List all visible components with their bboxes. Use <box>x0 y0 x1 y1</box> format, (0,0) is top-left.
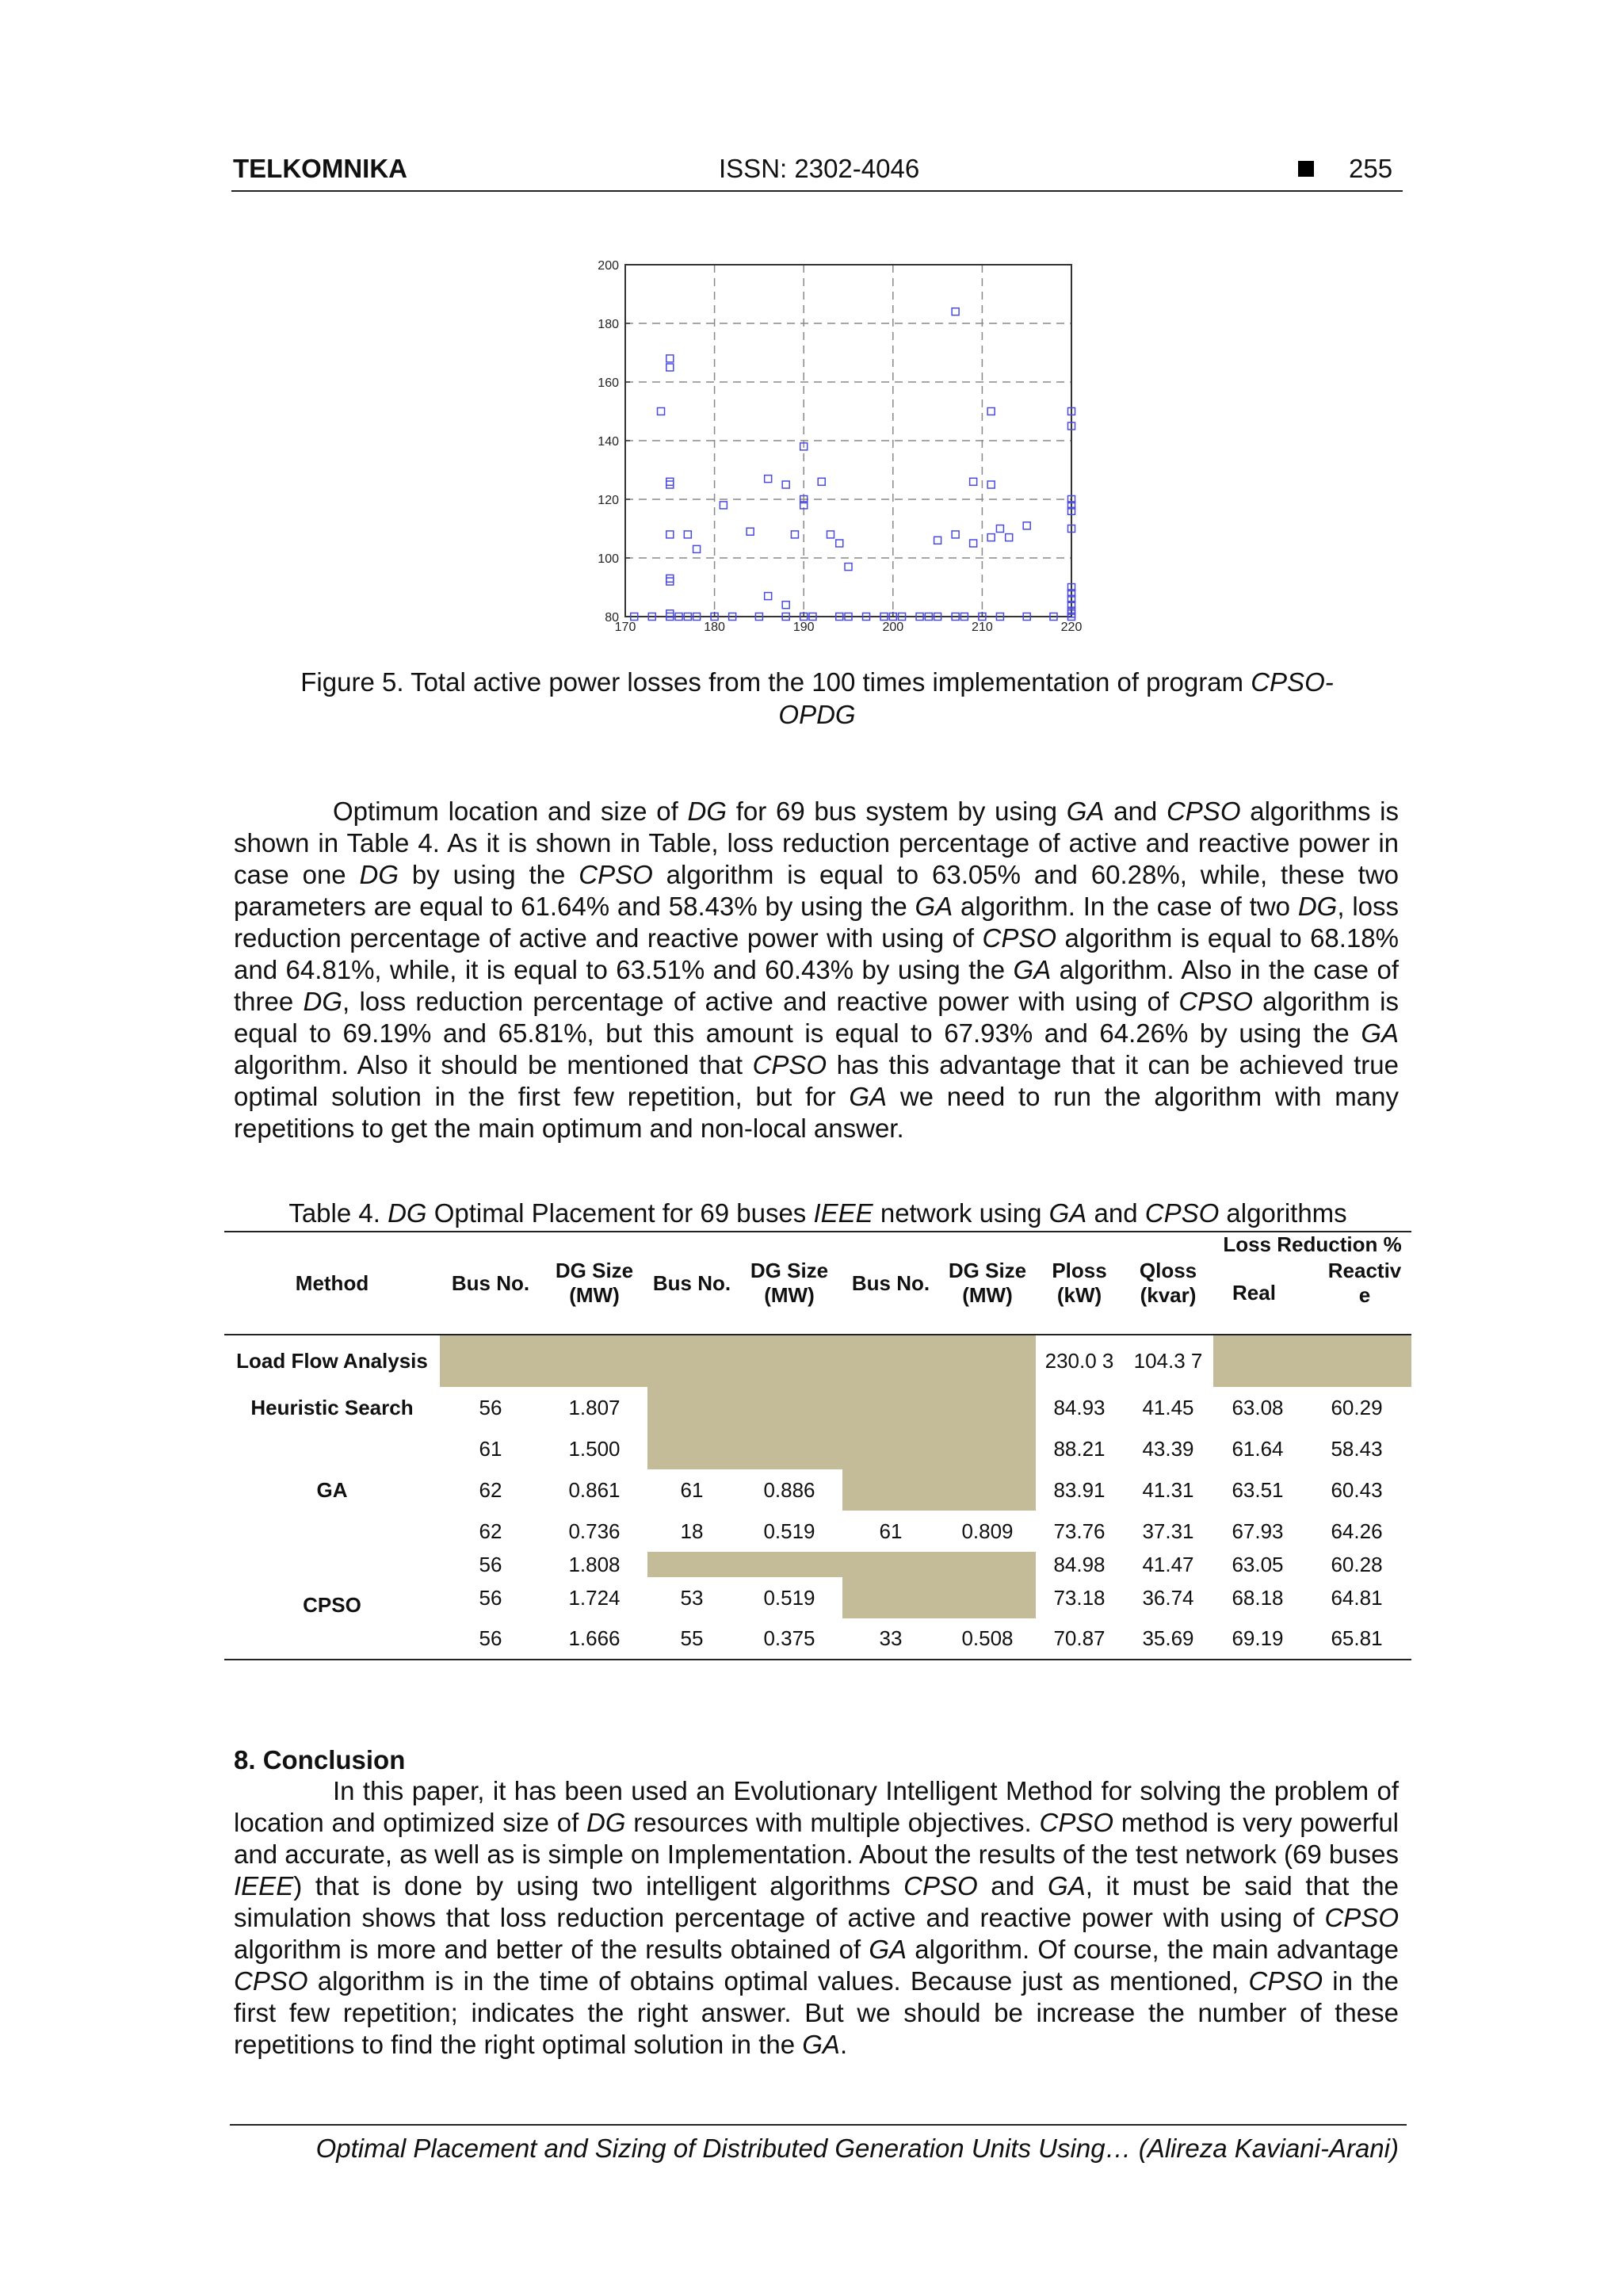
data-point <box>720 502 727 509</box>
x-tick-label: 170 <box>614 621 636 634</box>
y-tick-label: 180 <box>598 318 619 331</box>
data-point <box>747 528 754 535</box>
header-bus-1: Bus No. <box>451 1270 530 1295</box>
y-tick-label: 160 <box>598 376 619 390</box>
figure-caption-program-cont: OPDG <box>778 700 856 729</box>
y-tick-label: 80 <box>605 611 619 625</box>
header-loss-reduction-label: Loss Reduction % <box>1223 1232 1402 1256</box>
data-point <box>987 534 995 541</box>
data-point <box>666 364 674 371</box>
data-point <box>987 408 995 415</box>
shaded-cell <box>842 1469 1036 1511</box>
table-row: GA 61 1.500 88.21 43.39 61.64 58.43 <box>224 1428 1411 1469</box>
method-cell: GA <box>316 1477 348 1502</box>
method-cell: CPSO <box>303 1593 361 1617</box>
data-point <box>827 531 834 538</box>
data-point <box>693 545 701 552</box>
data-point <box>666 578 674 585</box>
shaded-cell <box>440 1335 1036 1387</box>
data-point <box>970 540 977 547</box>
data-point <box>658 408 665 415</box>
data-point <box>765 593 772 600</box>
header-loss-reduction <box>1213 1232 1411 1335</box>
x-tick-label: 200 <box>882 621 904 634</box>
y-tick-label: 140 <box>598 435 619 449</box>
header-reactive: Reactiv e <box>1327 1259 1402 1307</box>
figure-caption-text: Figure 5. Total active power losses from the 100 times implementation of program <box>300 667 1251 697</box>
table-row: 56 1.724 53 0.519 73.18 36.74 68.18 64.81 <box>224 1577 1411 1618</box>
data-point <box>666 355 674 362</box>
results-table <box>224 1231 1411 1660</box>
data-point <box>818 478 825 485</box>
table-row: 56 1.666 55 0.375 33 0.508 70.87 35.69 69.19 65.81 <box>224 1618 1411 1660</box>
x-tick-label: 180 <box>704 621 725 634</box>
data-point <box>996 525 1003 533</box>
method-cell: Heuristic Search <box>250 1395 414 1419</box>
data-point <box>1023 522 1030 529</box>
header-method: Method <box>295 1270 369 1295</box>
data-point <box>952 308 959 315</box>
table-row <box>224 1335 1411 1387</box>
data-point <box>970 478 977 485</box>
conclusion-paragraph: In this paper, it has been used an Evolutionary Intelligent Method for solving the problem of location and optimized size of DG resources with multiple objectives. CPSO method is very powerful and accurate, as well as is simple on Implementation. About the results of the test network (69 buses IEEE) that is done by using two intelligent algorithms CPSO and GA, it must be said that the simulation shows that loss reduction percentage of active and reactive power with using of CPSO algorithm is more and better of the results obtained of GA algorithm. Of course, the main advantage CPSO algorithm is in the time of obtains optimal values. Because just as mentioned, CPSO in the first few repetition; indicates the right answer. But we should be increase the number of these repetitions to find the right optimal solution in the GA. <box>234 1776 1400 2059</box>
data-point <box>782 481 789 488</box>
shaded-cell <box>842 1577 1036 1618</box>
header-bus-2: Bus No. <box>652 1270 731 1295</box>
header-ploss: Ploss (kW) <box>1052 1259 1107 1307</box>
data-point <box>845 563 852 571</box>
figure-caption <box>231 666 1403 731</box>
data-point <box>666 575 674 582</box>
ploss-cell: 230.0 3 <box>1044 1349 1114 1373</box>
y-tick-label: 200 <box>598 259 619 273</box>
data-point <box>782 602 789 609</box>
header-dg-size-2: DG Size (MW) <box>750 1259 829 1307</box>
header-bus-3: Bus No. <box>851 1270 930 1295</box>
y-tick-label: 120 <box>598 494 619 507</box>
data-point <box>666 531 674 538</box>
footer-title: Optimal Placement and Sizing of Distributed Generation Units Using… (Alireza Kaviani-Arani) <box>315 2134 1399 2163</box>
data-point <box>934 537 941 544</box>
journal-name: TELKOMNIKA <box>233 154 407 183</box>
page-number: 255 <box>1349 154 1393 183</box>
scatter-chart <box>571 252 1083 640</box>
table-row: CPSO 56 1.808 84.98 41.47 63.05 60.28 <box>224 1552 1411 1577</box>
header-real: Real <box>1232 1281 1276 1305</box>
qloss-cell: 104.3 7 <box>1133 1349 1203 1373</box>
square-bullet-icon <box>1298 161 1314 177</box>
table-caption: Table 4. DG Optimal Placement for 69 buses IEEE network using GA and CPSO algorithms <box>288 1198 1347 1228</box>
shaded-cell <box>647 1387 1036 1428</box>
page-header <box>231 152 1403 192</box>
shaded-cell <box>1213 1335 1411 1387</box>
x-tick-label: 210 <box>972 621 993 634</box>
section-title: 8. Conclusion <box>234 1745 406 1775</box>
shaded-cell <box>647 1428 1036 1469</box>
page-footer <box>230 2124 1407 2163</box>
y-tick-label: 100 <box>598 552 619 566</box>
body-paragraph: Optimum location and size of DG for 69 bus system by using GA and CPSO algorithms is shown in Table 4. As it is shown in Table, loss reduction percentage of active and reactive power in case one DG by using the CPSO algorithm is equal to 63.05% and 60.28%, while, these two parameters are equal to 61.64% and 58.43% by using the GA algorithm. In the case of two DG, loss reduction percentage of active and reactive power with using of CPSO algorithm is equal to 68.18% and 64.81%, while, it is equal to 63.51% and 60.43% by using the GA algorithm. Also in the case of three DG, loss reduction percentage of active and reactive power with using of CPSO algorithm is equal to 69.19% and 65.81%, but this amount is equal to 67.93% and 64.26% by using the GA algorithm. Also it should be mentioned that CPSO has this advantage that it can be achieved true optimal solution in the first few repetition, but for GA we need to run the algorithm with many repetitions to get the main optimum and non-local answer. <box>234 797 1400 1143</box>
issn: ISSN: 2302-4046 <box>719 154 920 183</box>
method-cell: Load Flow Analysis <box>236 1349 428 1373</box>
data-point <box>765 476 772 483</box>
data-point <box>666 481 674 488</box>
table-header-row <box>224 1232 1411 1335</box>
x-tick-label: 190 <box>792 621 815 634</box>
header-qloss: Qloss (kvar) <box>1139 1259 1197 1307</box>
table-row: Heuristic Search 56 1.807 84.93 41.45 63.08 60.29 <box>224 1387 1411 1428</box>
shaded-cell <box>647 1552 1036 1577</box>
x-tick-label: 220 <box>1060 621 1083 634</box>
data-point <box>836 540 843 547</box>
figure-caption-program: CPSO- <box>1251 667 1334 697</box>
data-point <box>684 531 691 538</box>
data-point <box>666 478 674 485</box>
table-row: 62 0.736 18 0.519 61 0.809 73.76 37.31 67.93 64.26 <box>479 1519 1383 1543</box>
data-point <box>791 531 798 538</box>
data-point <box>987 481 995 488</box>
header-dg-size-1: DG Size (MW) <box>555 1259 634 1307</box>
data-point <box>952 531 959 538</box>
table-row: 62 0.861 61 0.886 83.91 41.31 63.51 60.43 <box>224 1469 1411 1511</box>
header-subcolumns <box>1213 1257 1411 1308</box>
header-dg-size-3: DG Size (MW) <box>948 1259 1027 1307</box>
data-point <box>1006 534 1013 541</box>
